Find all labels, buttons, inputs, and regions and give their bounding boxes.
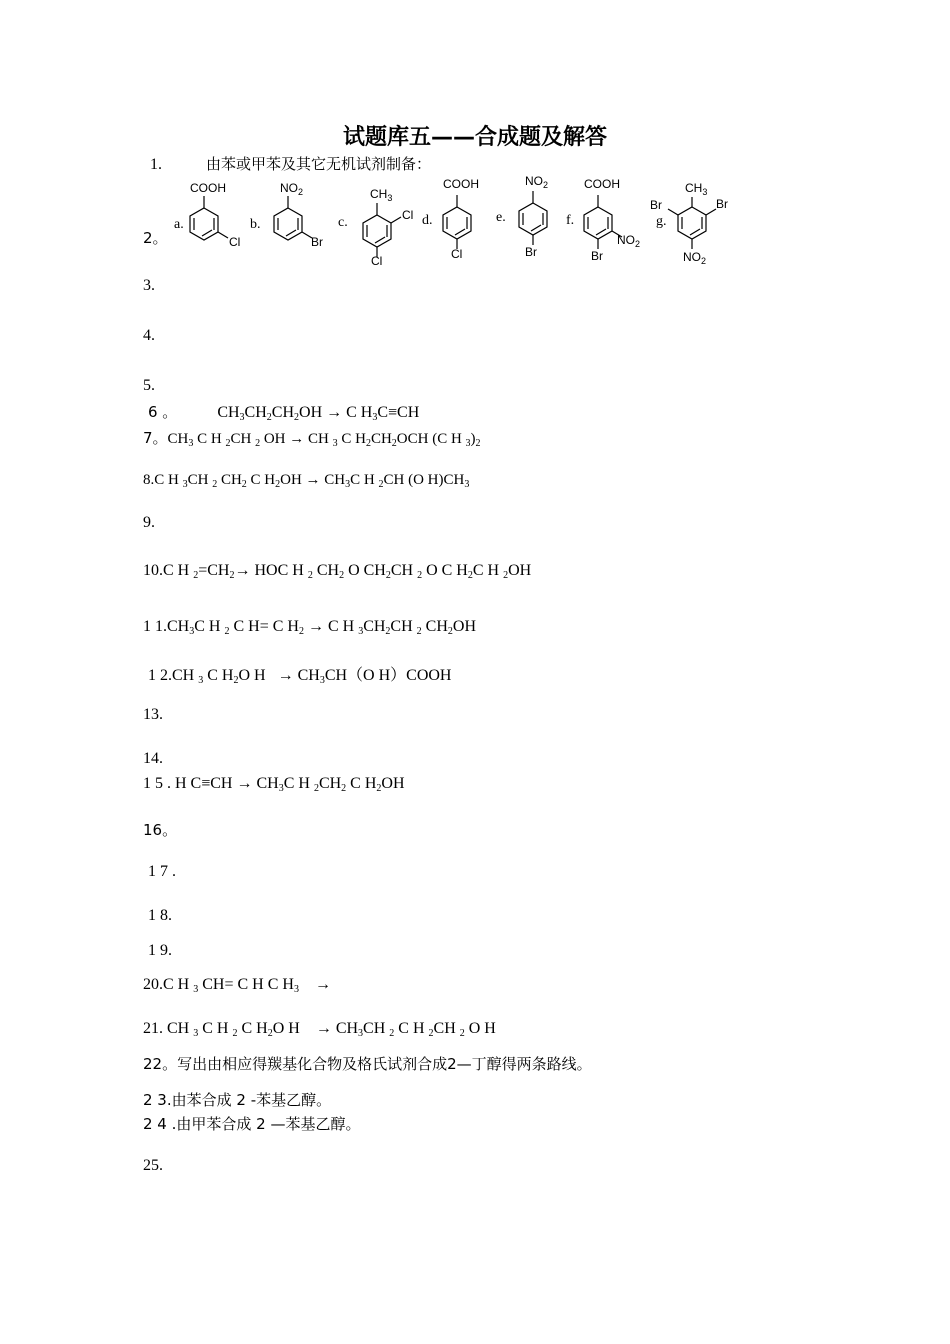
molecule-a-label: a.	[174, 217, 184, 232]
molecule-b	[274, 196, 312, 240]
question-2: 2。	[143, 229, 168, 247]
molecule-e-top: $NO_2$	[525, 174, 549, 190]
molecule-e	[519, 191, 547, 245]
question-14: 14.	[143, 750, 163, 767]
question-12: 1 2.CH $_3$ C $H_2O$ $H \to CH_3CH(O$ H）COOH	[148, 667, 452, 686]
question-8: 8.C H $_3$CH $_2$ $CH_2$ C $H_2OH \to CH_3C$ H $_2$CH (O $H)CH_3$	[143, 472, 470, 490]
molecule-c-bottom: Cl	[371, 254, 383, 268]
question-9: 9.	[143, 514, 155, 531]
molecule-a-bottom: Cl	[229, 235, 241, 249]
molecule-d-label: d.	[422, 213, 433, 228]
question-19: 1 9.	[148, 942, 172, 959]
question-13: 13.	[143, 706, 163, 723]
molecule-f-top: COOH	[584, 177, 620, 191]
molecule-c	[363, 203, 401, 257]
question-11: 1 $1.CH_3C$ H $_2$ C H= C $H_2 \to C$ H $_3CH_2CH$ $_2$ $CH_2OH$	[143, 618, 476, 637]
molecule-structures	[170, 168, 750, 273]
molecule-e-label: e.	[496, 210, 506, 225]
question-1: 1. 由苯或甲苯及其它无机试剂制备：	[150, 155, 432, 173]
molecule-b-bottom: Br	[311, 235, 323, 249]
question-16: 16。	[143, 821, 178, 839]
molecule-a	[190, 196, 228, 240]
benzene-structures-svg	[170, 168, 750, 273]
molecule-b-label: b.	[250, 217, 261, 232]
molecule-c-label: c.	[338, 215, 348, 230]
molecule-f-label: f.	[566, 213, 575, 228]
molecule-c-top: $CH_3$	[370, 187, 393, 203]
question-5: 5.	[143, 377, 155, 394]
molecule-d	[443, 195, 471, 249]
question-3: 3.	[143, 277, 155, 294]
molecule-g-top: $CH_3$	[685, 181, 708, 197]
molecule-d-top: COOH	[443, 177, 479, 191]
molecule-b-top: $NO_2$	[280, 181, 304, 197]
molecule-a-top: COOH	[190, 181, 226, 195]
question-10: 10.C H $_2=CH_2\to$ HOC H $_2$ $CH_2$ O $CH_2CH$ $_2$ O C $H_2C$ H $_2$OH	[143, 562, 532, 581]
molecule-f-bottom: Br	[591, 249, 603, 263]
molecule-e-bottom: Br	[525, 245, 537, 259]
question-23: 2 3.由苯合成 2 -苯基乙醇。	[143, 1091, 332, 1109]
question-21: 21. CH $_3$ C H $_2$ C $H_2O$ H → $CH_3CH$ $_2$ C H $_2$CH $_2$ O H	[143, 1020, 496, 1039]
molecule-c-right: Cl	[402, 208, 414, 222]
question-18: 1 8.	[148, 907, 172, 924]
question-6: 6 。 $CH_3CH_2CH_2OH \to C$ $H_3C\equiv CH$	[148, 403, 420, 423]
molecule-g-bottom: $NO_2$	[683, 250, 707, 266]
question-17: 1 7 .	[148, 863, 176, 880]
molecule-g-right: Br	[716, 197, 728, 211]
question-22: 22。写出由相应得羰基化合物及格氏试剂合成2—丁醇得两条路线。	[143, 1055, 592, 1073]
molecule-f-right: $NO_2$	[617, 233, 641, 249]
question-4: 4.	[143, 327, 155, 344]
molecule-g	[668, 197, 716, 249]
molecule-d-bottom: Cl	[451, 247, 463, 261]
molecule-g-label: g.	[656, 214, 667, 229]
question-25: 25.	[143, 1157, 163, 1174]
question-24: 2 4 .由甲苯合成 2 —苯基乙醇。	[143, 1115, 361, 1133]
page-title: 试题库五——合成题及解答	[342, 125, 607, 150]
question-7: 7。$CH_3$ C H $_2$CH $_2$ OH → CH $_3$ C $H_2CH_2OCH$ (C H $_3)_2$	[143, 429, 481, 449]
molecule-g-left: Br	[650, 198, 662, 212]
question-15: 1 5 . H $C\equiv CH \to CH_3C$ H $_2CH_2$ C $H_2OH$	[143, 775, 405, 794]
question-20: 20.C H $_3$ CH= C H C $H_3$ →	[143, 976, 331, 995]
